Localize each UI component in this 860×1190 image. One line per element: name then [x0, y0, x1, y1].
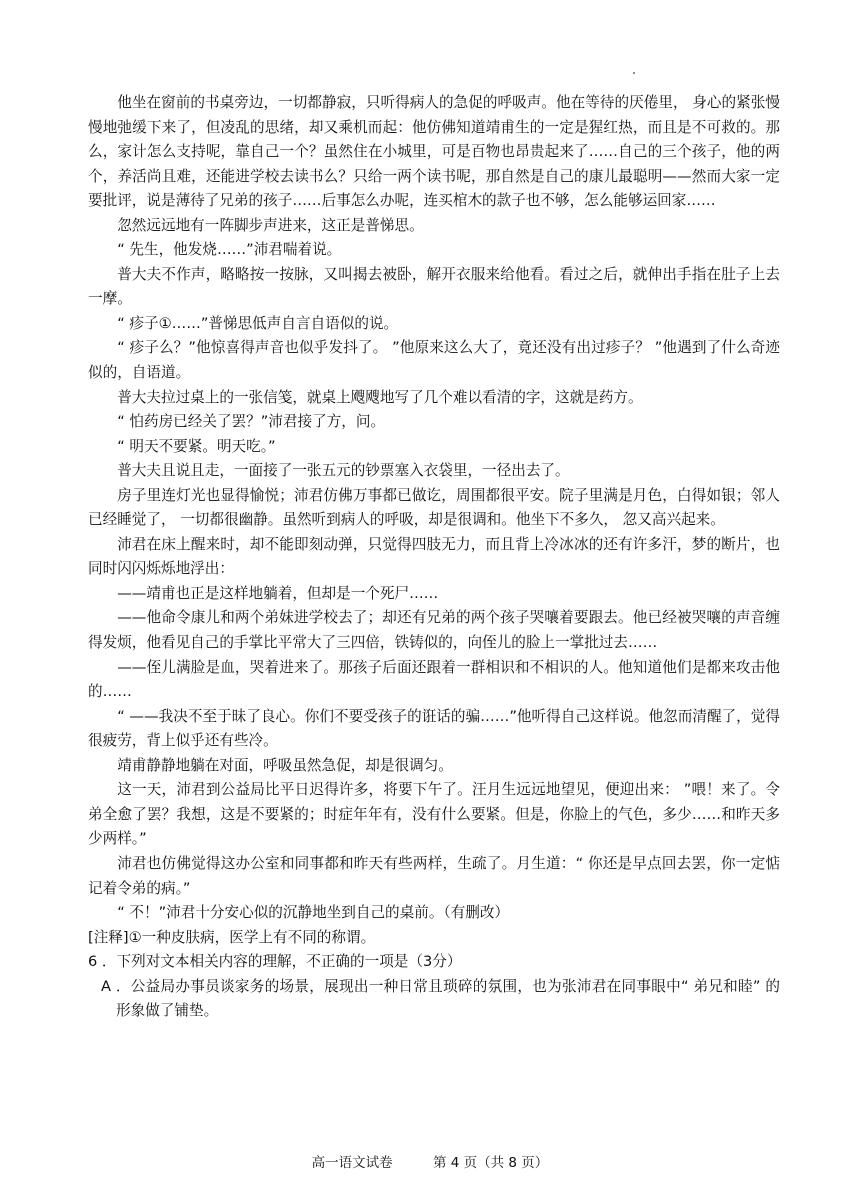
paragraph-6: “ 疹子么？”他惊喜得声音也似乎发抖了。 ”他原来这么大了，竟还没有出过疹子？ ”他遇到了什么奇迹似的，自语道。 [88, 339, 780, 382]
page-footer [0, 1153, 860, 1173]
paragraph-5: “ 疹子①……”普悌思低声自言自语似的说。 [117, 314, 399, 332]
paragraph-14: ——他命令康儿和两个弟妹进学校去了；却还有兄弟的两个孩子哭嚷着要跟去。他已经被哭嚷的声音缠得发烦，他看见自己的手掌比平常大了三四倍，铁铸似的，向侄儿的脸上一掌批过去…… [88, 609, 780, 652]
paragraph-11: 房子里连灯光也显得愉悦；沛君仿佛万事都已做讫，周围都很平安。院子里满是月色，白得如银；邻人已经睡觉了， 一切都很幽静。虽然听到病人的呼吸，却是很调和。他坐下不多久， 忽又高兴起来。 [88, 486, 780, 529]
paragraph-1: 他坐在窗前的书桌旁边，一切都静寂，只听得病人的急促的呼吸声。他在等待的厌倦里， 身心的紧张慢慢地弛缓下来了，但凌乱的思绪，却又乘机而起：他仿佛知道靖甫生的一定是猩红热，而且是不可救的。那么，家计怎么支持呢，靠自己一个？虽然住在小城里，可是百物也昂贵起来了……自己的三个孩子，他的两个，养活尚且难，还能进学校去读书么？只给一两个读书呢，那自然是自己的康儿最聪明——然而大家一定要批评，说是薄待了兄弟的孩子……后事怎么办呢，连买棺木的款子也不够，怎么能够运回家…… [88, 94, 780, 210]
footnote: [注释]①一种皮肤病，医学上有不同的称谓。 [88, 928, 376, 946]
paragraph-19: 沛君也仿佛觉得这办公室和同事都和昨天有些两样，生疏了。月生道：“ 你还是早点回去罢，你一定惦记着令弟的病。” [88, 854, 780, 897]
scan-speck [633, 72, 635, 74]
exam-title: 高一语文试卷 [311, 1155, 393, 1171]
paragraph-17: 靖甫静静地躺在对面，呼吸虽然急促，却是很调匀。 [117, 756, 453, 774]
paragraph-13: ——靖甫也正是这样地躺着，但却是一个死尸…… [117, 584, 439, 602]
paragraph-16: “ ——我决不至于昧了良心。你们不要受孩子的诳话的骗……”他听得自己这样说。他忽而清醒了，觉得很疲劳，背上似乎还有些冷。 [88, 707, 780, 750]
page-number: 第 4 页（共 8 页） [432, 1155, 549, 1171]
paragraph-15: ——侄儿满脸是血，哭着进来了。那孩子后面还跟着一群相识和不相识的人。他知道他们是都来攻击他的…… [88, 658, 780, 701]
paragraph-7: 普大夫拉过桌上的一张信笺，就桌上飕飕地写了几个难以看清的字，这就是药方。 [117, 388, 643, 406]
option-a: A ．公益局办事员谈家务的场景，展现出一种日常且琐碎的氛围，也为张沛君在同事眼中“ 弟兄和睦” 的形象做了铺垫。 [101, 977, 780, 1020]
paragraph-3: “ 先生，他发烧……”沛君喘着说。 [117, 241, 342, 259]
paragraph-4: 普大夫不作声，略略按一按脉，又叫揭去被卧，解开衣服来给他看。看过之后，就伸出手指在肚子上去一摩。 [88, 265, 780, 308]
paragraph-8: “ 怕药房已经关了罢？”沛君接了方，问。 [117, 413, 386, 431]
question-6: 6 ．下列对文本相关内容的理解，不正确的一项是（3分） [88, 953, 462, 971]
paragraph-20: “ 不！”沛君十分安心似的沉静地坐到自己的桌前。（有删改） [117, 904, 510, 922]
document-body [88, 91, 780, 1024]
paragraph-12: 沛君在床上醒来时，却不能即刻动弹，只觉得四肢无力，而且背上冷冰冰的还有许多汗，梦的断片，也同时闪闪烁烁地浮出： [88, 535, 780, 578]
paragraph-10: 普大夫且说且走，一面接了一张五元的钞票塞入衣袋里，一径出去了。 [117, 462, 570, 480]
paragraph-9: “ 明天不要紧。明天吃。” [117, 437, 276, 455]
paragraph-2: 忽然远远地有一阵脚步声进来，这正是普悌思。 [117, 216, 424, 234]
paragraph-18: 这一天，沛君到公益局比平日迟得许多，将要下午了。汪月生远远地望见，便迎出来： ”喂！来了。令弟全愈了罢？我想，这是不要紧的；时症年年有，没有什么要紧。但是，你脸上的气色，多少……和昨天多少两样。” [88, 781, 780, 848]
